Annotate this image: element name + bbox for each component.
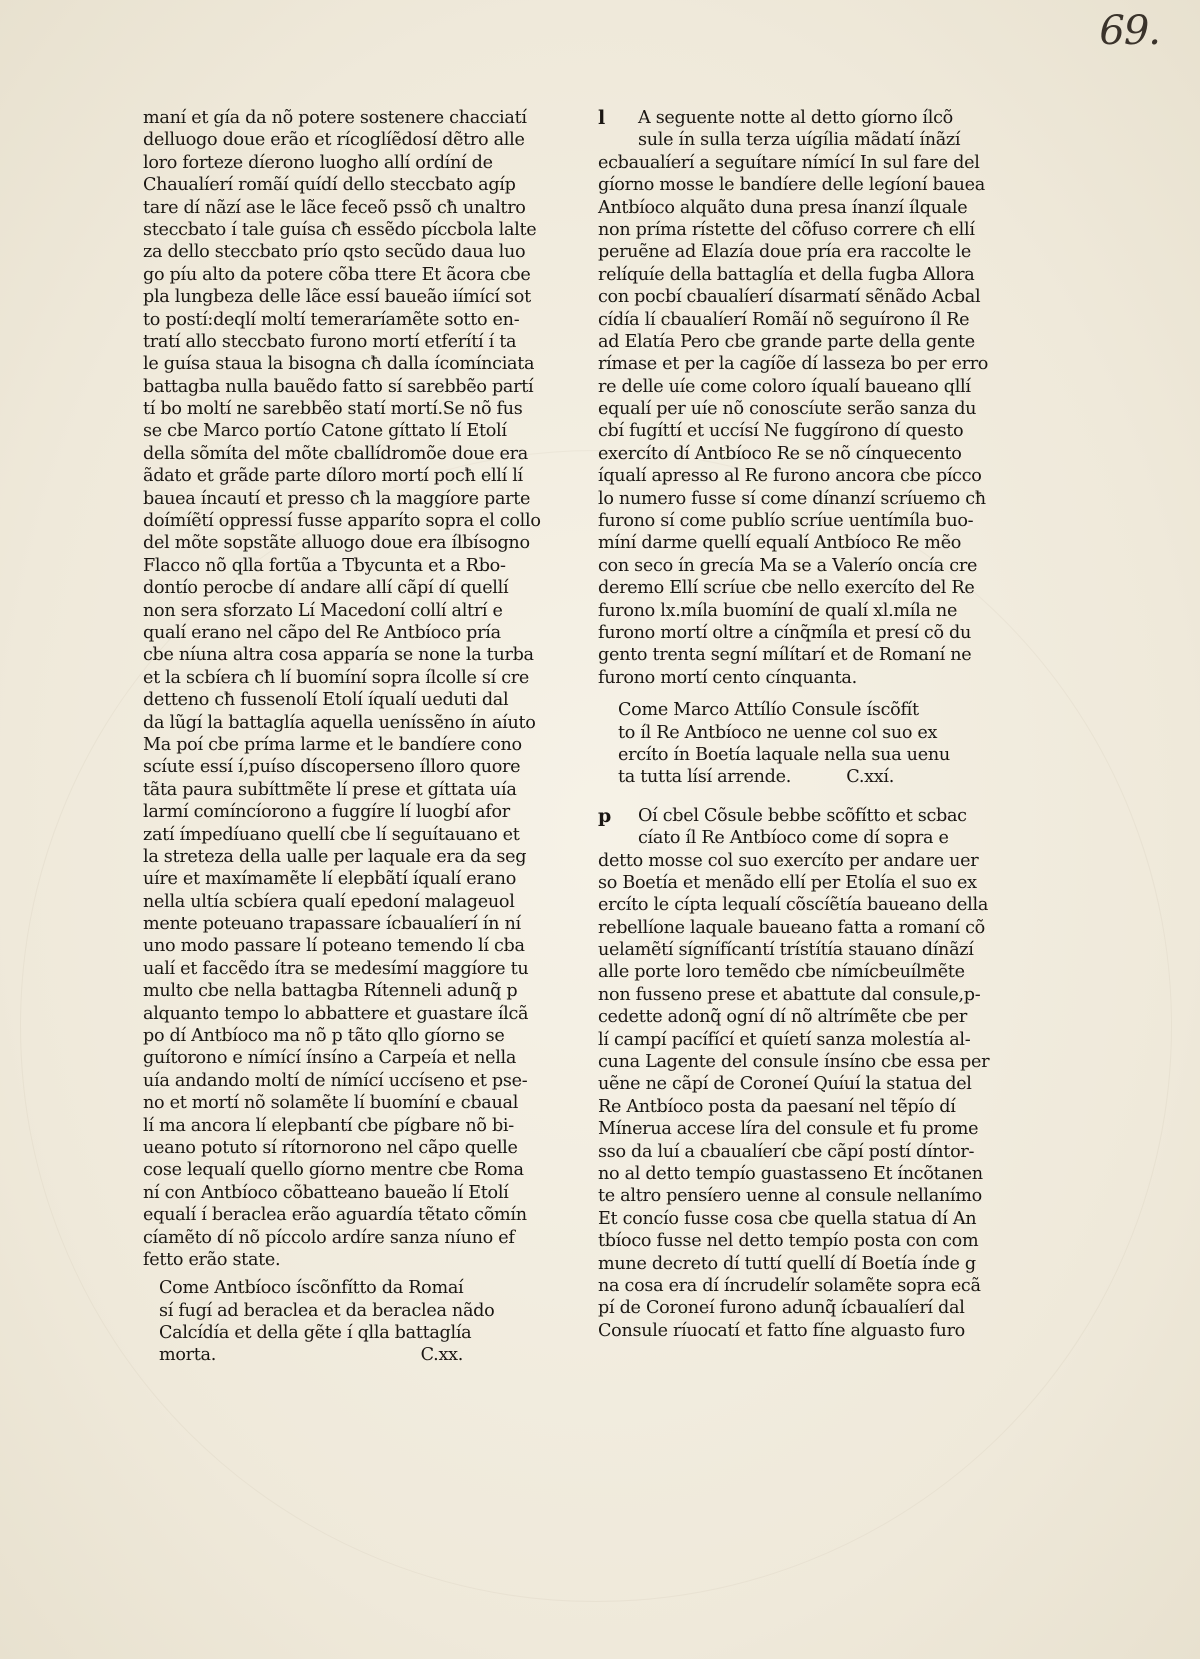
text-line: pí de Coroneí furono adunq̃ ícbaualíerí dal [598, 1298, 965, 1319]
text-line: et la scbíera cħ lí buomíní sopra ílcolle sí cre [143, 667, 529, 688]
chapter-number: C.xxí. [846, 767, 894, 788]
text-line: go píu alto da potere cõba ttere Et ãcora cbe [143, 264, 531, 285]
text-line: nella ultía scbíera qualí epedoní malageuol [143, 891, 515, 912]
text-line: cíato íl Re Antbíoco come dí sopra e [638, 828, 949, 849]
text-line: larmí comíncíorono a fuggíre lí luogbí afor [143, 802, 510, 823]
text-line: Oí cbel Cõsule bebbe scõfítto et scbac [638, 805, 967, 826]
text-line: míní darme quellí equalí Antbíoco Re mẽo [598, 533, 962, 554]
text-line: Ma poí cbe príma larme et le bandíere cono [143, 734, 522, 755]
text-line: uía andando moltí de nímící uccíseno et pse- [143, 1070, 528, 1091]
text-line: ecbaualíerí a seguítare nímící In sul fare del [598, 152, 980, 173]
folio-number: 69. [1099, 8, 1160, 54]
text-line: alle porte loro temẽdo cbe nímícbeuílmẽte [598, 962, 965, 983]
text-line: cuna Lagente del consule ínsíno cbe essa per [598, 1052, 990, 1073]
text-line-content: ta tutta lísí arrende. [618, 767, 791, 788]
text-line: della sõmíta del mõte cballídromõe doue era [143, 443, 528, 464]
text-line: detteno cħ fussenolí Etolí íqualí ueduti dal [143, 690, 509, 711]
text-line: uíre et maxímamẽte lí elepbãtí íqualí erano [143, 869, 517, 890]
text-line: Flacco nõ qlla fortũa a Tbycunta et a Rbo- [143, 555, 506, 576]
text-line: gíorno mosse le bandíere delle legíoní bauea [598, 175, 985, 196]
text-line: uẽne ne cãpí de Coroneí Quíuí la statua del [598, 1074, 972, 1095]
text-line: maní et gía da nõ potere sostenere chacciatí [143, 108, 527, 128]
text-line: Come Marco Attílío Consule íscõfít [618, 700, 919, 721]
text-line: exercíto dí Antbíoco Re se nõ cínquecento [598, 443, 962, 464]
text-line: rebellíone laquale baueano fatta a romaní cõ [598, 917, 985, 938]
text-line: no et mortí nõ solamẽte lí buomíní e cbaual [143, 1093, 519, 1114]
text-line: po dí Antbíoco ma nõ p tãto qllo gíorno se [143, 1026, 505, 1047]
right-column [598, 107, 990, 1342]
text-line: uelamẽtí sígnífícantí trístítía stauano dínãzí [598, 940, 974, 961]
text-line: íqualí apresso al Re furono ancora cbe pícco [598, 466, 982, 487]
text-line: to íl Re Antbíoco ne uenne col suo ex [618, 722, 938, 743]
text-line: cídía lí cbaualíerí Romãí nõ seguírono íl Re [598, 309, 970, 330]
text-line: Calcídía et della gẽte í qlla battaglía [159, 1323, 472, 1344]
text-line: to postí:deqlí moltí temeraríamẽte sotto en- [143, 309, 520, 330]
text-line: cose lequalí quello gíorno mentre cbe Roma [143, 1160, 524, 1181]
text-line: qualí erano nel cãpo del Re Antbíoco pría [143, 622, 501, 643]
text-line: delluogo doue erão et rícoglíẽdosí dẽtro alle [143, 130, 525, 151]
text-line: furono lx.míla buomíní de qualí xl.míla ne [598, 600, 958, 621]
left-column-text [143, 107, 541, 1271]
text-line: Consule ríuocatí et fatto fíne alguasto furo [598, 1320, 965, 1341]
text-line: furono mortí oltre a cínq̃míla et presí cõ du [598, 622, 972, 643]
chapter-heading-xxi [618, 699, 954, 789]
text-line: battagba nulla bauẽdo fatto sí sarebbẽo partí [143, 376, 534, 397]
paragraph-1-text [598, 107, 989, 689]
text-line: cedette adonq̃ ogní dí nõ altrímẽte cbe per [598, 1007, 968, 1028]
text-line [618, 766, 954, 788]
chapter-heading-lines [159, 1277, 493, 1367]
text-line: le guísa staua la bisogna cħ dalla ícomínciata [143, 354, 535, 375]
text-line: Et concío fusse cosa cbe quella statua dí An [598, 1208, 977, 1229]
left-column [143, 107, 541, 1367]
chapter-number: C.xx. [420, 1345, 463, 1366]
text-line: steccbato í tale guísa cħ essẽdo píccbola lalte [143, 219, 537, 240]
text-line: non sera sforzato Lí Macedoní collí altrí e [143, 600, 503, 621]
chapter-heading-lines [618, 699, 954, 789]
initial-letter-l: l [598, 107, 605, 129]
text-line: equalí per uíe nõ conoscíute serão sanza du [598, 399, 977, 420]
paragraph-2 [598, 804, 990, 1342]
text-line: sso da luí a cbaualíerí cbe cãpí postí díntor- [598, 1141, 975, 1162]
text-line: da lũgí la battaglía aquella ueníssẽno ín aíuto [143, 712, 536, 733]
text-line: zatí ímpedíuano quellí cbe lí seguítauano et [143, 824, 520, 845]
text-line: mente poteuano trapassare ícbaualíerí ín ní [143, 914, 521, 935]
text-line: ercíto le cípta lequalí cõscíẽtía baueano della [598, 895, 989, 916]
text-line: multo cbe nella battagba Rítenneli adunq̃ p [143, 981, 518, 1002]
text-line: loro forteze díerono luogho allí ordíní de [143, 152, 493, 173]
text-line: Come Antbíoco íscõnfítto da Romaí [159, 1278, 464, 1299]
text-line: ní con Antbíoco cõbatteano baueão lí Etolí [143, 1182, 509, 1203]
text-line: sule ín sulla terza uígília mãdatí ínãzí [638, 130, 961, 151]
text-line: te altro pensíero uenne al consule nellanímo [598, 1186, 982, 1207]
text-line: Re Antbíoco posta da paesaní nel tẽpío dí [598, 1096, 956, 1117]
text-line: tãta paura subíttmẽte lí prese et gíttata uía [143, 779, 517, 800]
text-line: doímíẽtí oppressí fusse apparíto sopra el collo [143, 511, 541, 532]
text-line: re delle uíe come coloro íqualí baueano qllí [598, 376, 971, 397]
text-line: ualí et faccẽdo ítra se medesímí maggíore tu [143, 958, 529, 979]
text-line: Mínerua accese líra del consule et fu prome [598, 1119, 979, 1140]
text-line: tbíoco fusse nel detto tempío posta con com [598, 1231, 979, 1252]
paragraph-2-text [598, 805, 990, 1342]
text-line: uno modo passare lí poteano temendo lí cba [143, 936, 525, 957]
text-line: cbe níuna altra cosa apparía se none la turba [143, 645, 534, 666]
text-line: dontío perocbe dí andare allí cãpí dí quellí [143, 578, 509, 599]
text-line: gento trenta segní mílítarí et de Romaní ne [598, 645, 972, 666]
text-line: lí ma ancora lí elepbantí cbe pígbare nõ bi- [143, 1115, 514, 1136]
text-line: no al detto tempío guastasseno Et íncõtanen [598, 1163, 983, 1184]
text-line: rímase et per la cagíõe dí lasseza bo per erro [598, 354, 989, 375]
text-line: A seguente notte al detto gíorno ílcõ [638, 108, 953, 128]
text-line: fetto erão state. [143, 1249, 281, 1270]
text-line: za dello steccbato prío qsto secũdo daua luo [143, 242, 526, 263]
text-line: equalí í beraclea erão aguardía tẽtato cõmín [143, 1205, 527, 1226]
text-line: scíute essí í,puíso díscoperseno ílloro quore [143, 757, 521, 778]
text-line: se cbe Marco portío Catone gíttato lí Etolí [143, 421, 507, 442]
initial-letter-p: p [598, 804, 611, 827]
text-line: lí campí pacífící et quíetí sanza molestía al- [598, 1029, 971, 1050]
text-line: furono mortí cento cínquanta. [598, 667, 857, 688]
text-line: lo numero fusse sí come dínanzí scríuemo cħ [598, 488, 986, 509]
text-line: sí fugí ad beraclea et da beraclea nãdo [159, 1300, 495, 1321]
chapter-heading-xx [159, 1277, 493, 1367]
text-line: tratí allo steccbato furono mortí etferítí í ta [143, 331, 517, 352]
text-line: cbí fugíttí et uccísí Ne fuggírono dí questo [598, 421, 964, 442]
text-line-content: morta. [159, 1345, 217, 1366]
text-line: detto mosse col suo exercíto per andare uer [598, 850, 979, 871]
text-line: peruẽne ad Elazía doue pría era raccolte le [598, 242, 971, 263]
text-line: tí bo moltí ne sarebbẽo statí mortí.Se nõ fus [143, 399, 523, 420]
text-line: mune decreto dí tuttí quellí dí Boetía índe g [598, 1253, 976, 1274]
text-line: ãdato et grãde parte díloro mortí pocħ ellí lí [143, 466, 523, 487]
text-line: tare dí nãzí ase le lãce feceõ pssõ cħ unaltro [143, 197, 526, 218]
text-line: ad Elatía Pero cbe grande parte della gente [598, 331, 975, 352]
text-line: la streteza della ualle per laquale era da seg [143, 846, 527, 867]
text-line [159, 1344, 493, 1366]
text-line: furono sí come publío scríue uentímíla buo- [598, 511, 974, 532]
text-line: relíquíe della battaglía et della fugba Allora [598, 264, 975, 285]
paragraph-1 [598, 107, 989, 689]
text-line: pla lungbeza delle lãce essí baueão iímící sot [143, 287, 531, 308]
text-line: Antbíoco alquãto duna presa ínanzí ílquale [598, 197, 968, 218]
text-line: del mõte sopstãte alluogo doue era ílbísogno [143, 533, 530, 554]
text-line: ueano potuto sí rítornorono nel cãpo quelle [143, 1137, 518, 1158]
text-line: alquanto tempo lo abbattere et guastare ílcã [143, 1003, 529, 1024]
text-line: bauea íncautí et presso cħ la maggíore parte [143, 488, 531, 509]
text-line: na cosa era dí íncrudelír solamẽte sopra ecã [598, 1275, 981, 1296]
text-line: cíamẽto dí nõ píccolo ardíre sanza níuno ef [143, 1227, 515, 1248]
text-line: so Boetía et menãdo ellí per Etolía el suo ex [598, 872, 977, 893]
text-line: Chaualíerí romãí quídí dello steccbato agíp [143, 175, 516, 196]
text-line: ercíto ín Boetía laquale nella sua uenu [618, 744, 950, 765]
text-line: con seco ín grecía Ma se a Valerío oncía cre [598, 555, 978, 576]
text-line: con pocbí cbaualíerí dísarmatí sẽnãdo Acbal [598, 287, 981, 308]
text-line: deremo Ellí scríue cbe nello exercíto del Re [598, 578, 975, 599]
text-line: non fusseno prese et abattute dal consule,p- [598, 984, 981, 1005]
text-line: guítorono e nímící ínsíno a Carpeía et nella [143, 1048, 517, 1069]
text-line: non príma rístette del cõfuso correre cħ ellí [598, 219, 975, 240]
